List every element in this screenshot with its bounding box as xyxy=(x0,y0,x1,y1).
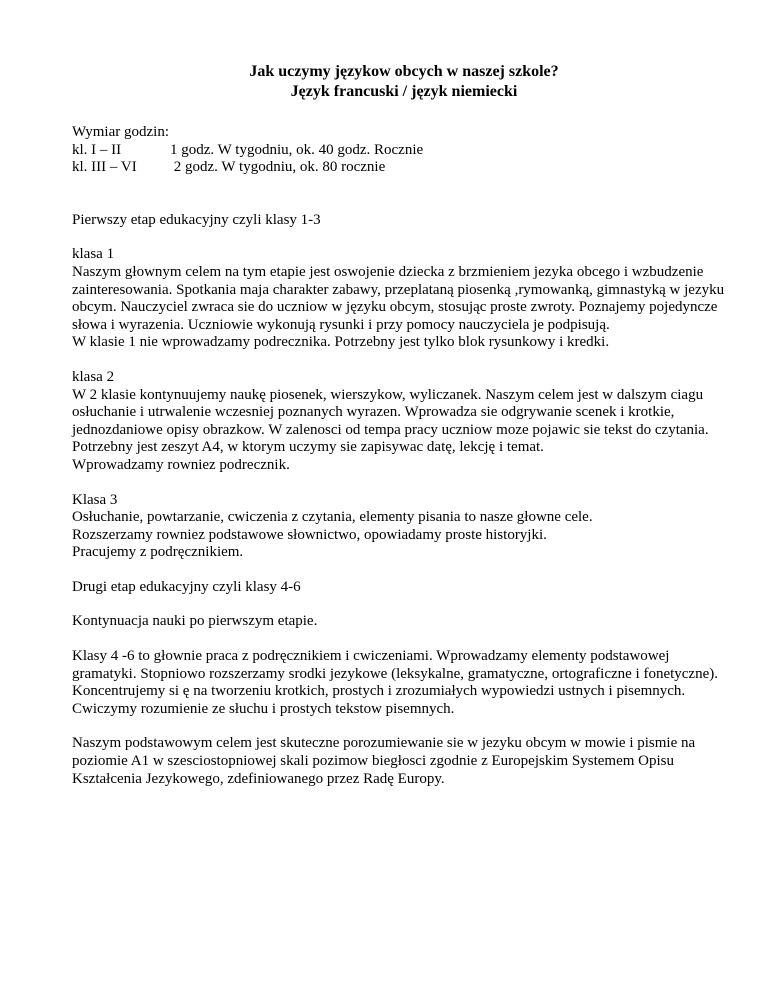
class1-label: klasa 1 xyxy=(72,246,115,263)
stage2-heading: Drugi etap edukacyjny czyli klasy 4-6 xyxy=(72,578,301,595)
hours-label: Wymiar godzin: xyxy=(72,124,169,140)
hours-value: 2 godz. W tygodniu, ok. 80 rocznie xyxy=(170,159,386,176)
stage2-text: Klasy 4 -6 to głownie praca z podręcznikiem i cwiczeniami. Wprowadzamy elementy podstawowej gramatyki. Stopniowo rozszerzamy srodki jezykowe (leksykalne, gramatyczne, ortograficzne i fonetyczne). Koncentrujemy si ę na tworzeniu krotkich, prostych i zrozumiałych wypowiedzi ustnych i pisemnych. Cwiczymy rozumienie ze słuchu i prostych tekstow pisemnych. xyxy=(72,648,718,717)
class2-text: W 2 klasie kontynuujemy naukę piosenek, wierszykow, wyliczanek. Naszym celem jest w dalszym ciagu osłuchanie i utrwalenie wczesniej poznanych wyrazen. Wprowadza sie odgrywanie scenek i krotkie, jednozdaniowe opisy obrazkow. W zalenosci od tempa pracy uczniow moze pojawic sie tekst do czytania. xyxy=(72,386,709,438)
hours-value: 1 godz. W tygodniu, ok. 40 godz. Rocznie xyxy=(170,141,424,158)
class1-text: Naszym głownym celem na tym etapie jest oswojenie dziecka z brzmieniem jezyka obcego i wzbudzenie zainteresowania. Spotkania maja charakter zabawy, przeplataną piosenką ,rymowanką, gimnastyką w jezyku obcym. Nauczyciel zwraca sie do uczniow w języku obcym, stosując proste zwroty. Poznajemy pojedyncze słowa i wyrazenia. Uczniowie wykonują rysunki i przy pomocy nauczyciela je podpisują. xyxy=(72,263,725,333)
document-title xyxy=(72,62,728,102)
class3-label: Klasa 3 xyxy=(72,491,118,508)
hours-class: kl. III – VI xyxy=(72,159,137,176)
class1-text-2: W klasie 1 nie wprowadzamy podrecznika. Potrzebny jest tylko blok rysunkowy i kredki. xyxy=(72,334,610,351)
class2-section xyxy=(72,369,728,475)
hours-section xyxy=(72,124,728,177)
stage1-heading: Pierwszy etap edukacyjny czyli klasy 1-3 xyxy=(72,211,321,228)
goal-text: Naszym podstawowym celem jest skuteczne porozumiewanie sie w jezyku obcym w mowie i pismie na poziomie A1 w szesciostopniowej skali pozimow biegłosci zgodnie z Europejskim Systemem Opisu Kształcenia Jezykowego, zdefiniowanego przez Radę Europy. xyxy=(72,735,696,787)
title-line-2: Język francuski / język niemiecki xyxy=(290,83,518,100)
class2-text-3: Wprowadzamy rowniez podrecznik. xyxy=(72,456,290,473)
class1-section xyxy=(72,246,728,352)
hours-class: kl. I – II xyxy=(72,141,122,158)
class2-label: klasa 2 xyxy=(72,368,115,385)
class3-text: Osłuchanie, powtarzanie, cwiczenia z czytania, elementy pisania to nasze głowne cele. xyxy=(72,509,593,526)
stage2-continuation: Kontynuacja nauki po pierwszym etapie. xyxy=(72,613,318,630)
class3-text-2: Rozszerzamy rowniez podstawowe słownictwo, opowiadamy proste historyjki. xyxy=(72,526,547,543)
class3-text-3: Pracujemy z podręcznikiem. xyxy=(72,544,244,561)
hours-row xyxy=(72,142,728,160)
hours-row xyxy=(72,159,728,177)
title-line-1: Jak uczymy językow obcych w naszej szkole? xyxy=(249,63,559,80)
class3-section xyxy=(72,492,728,562)
class2-text-2: Potrzebny jest zeszyt A4, w ktorym uczymy sie zapisywac datę, lekcję i temat. xyxy=(72,439,544,456)
